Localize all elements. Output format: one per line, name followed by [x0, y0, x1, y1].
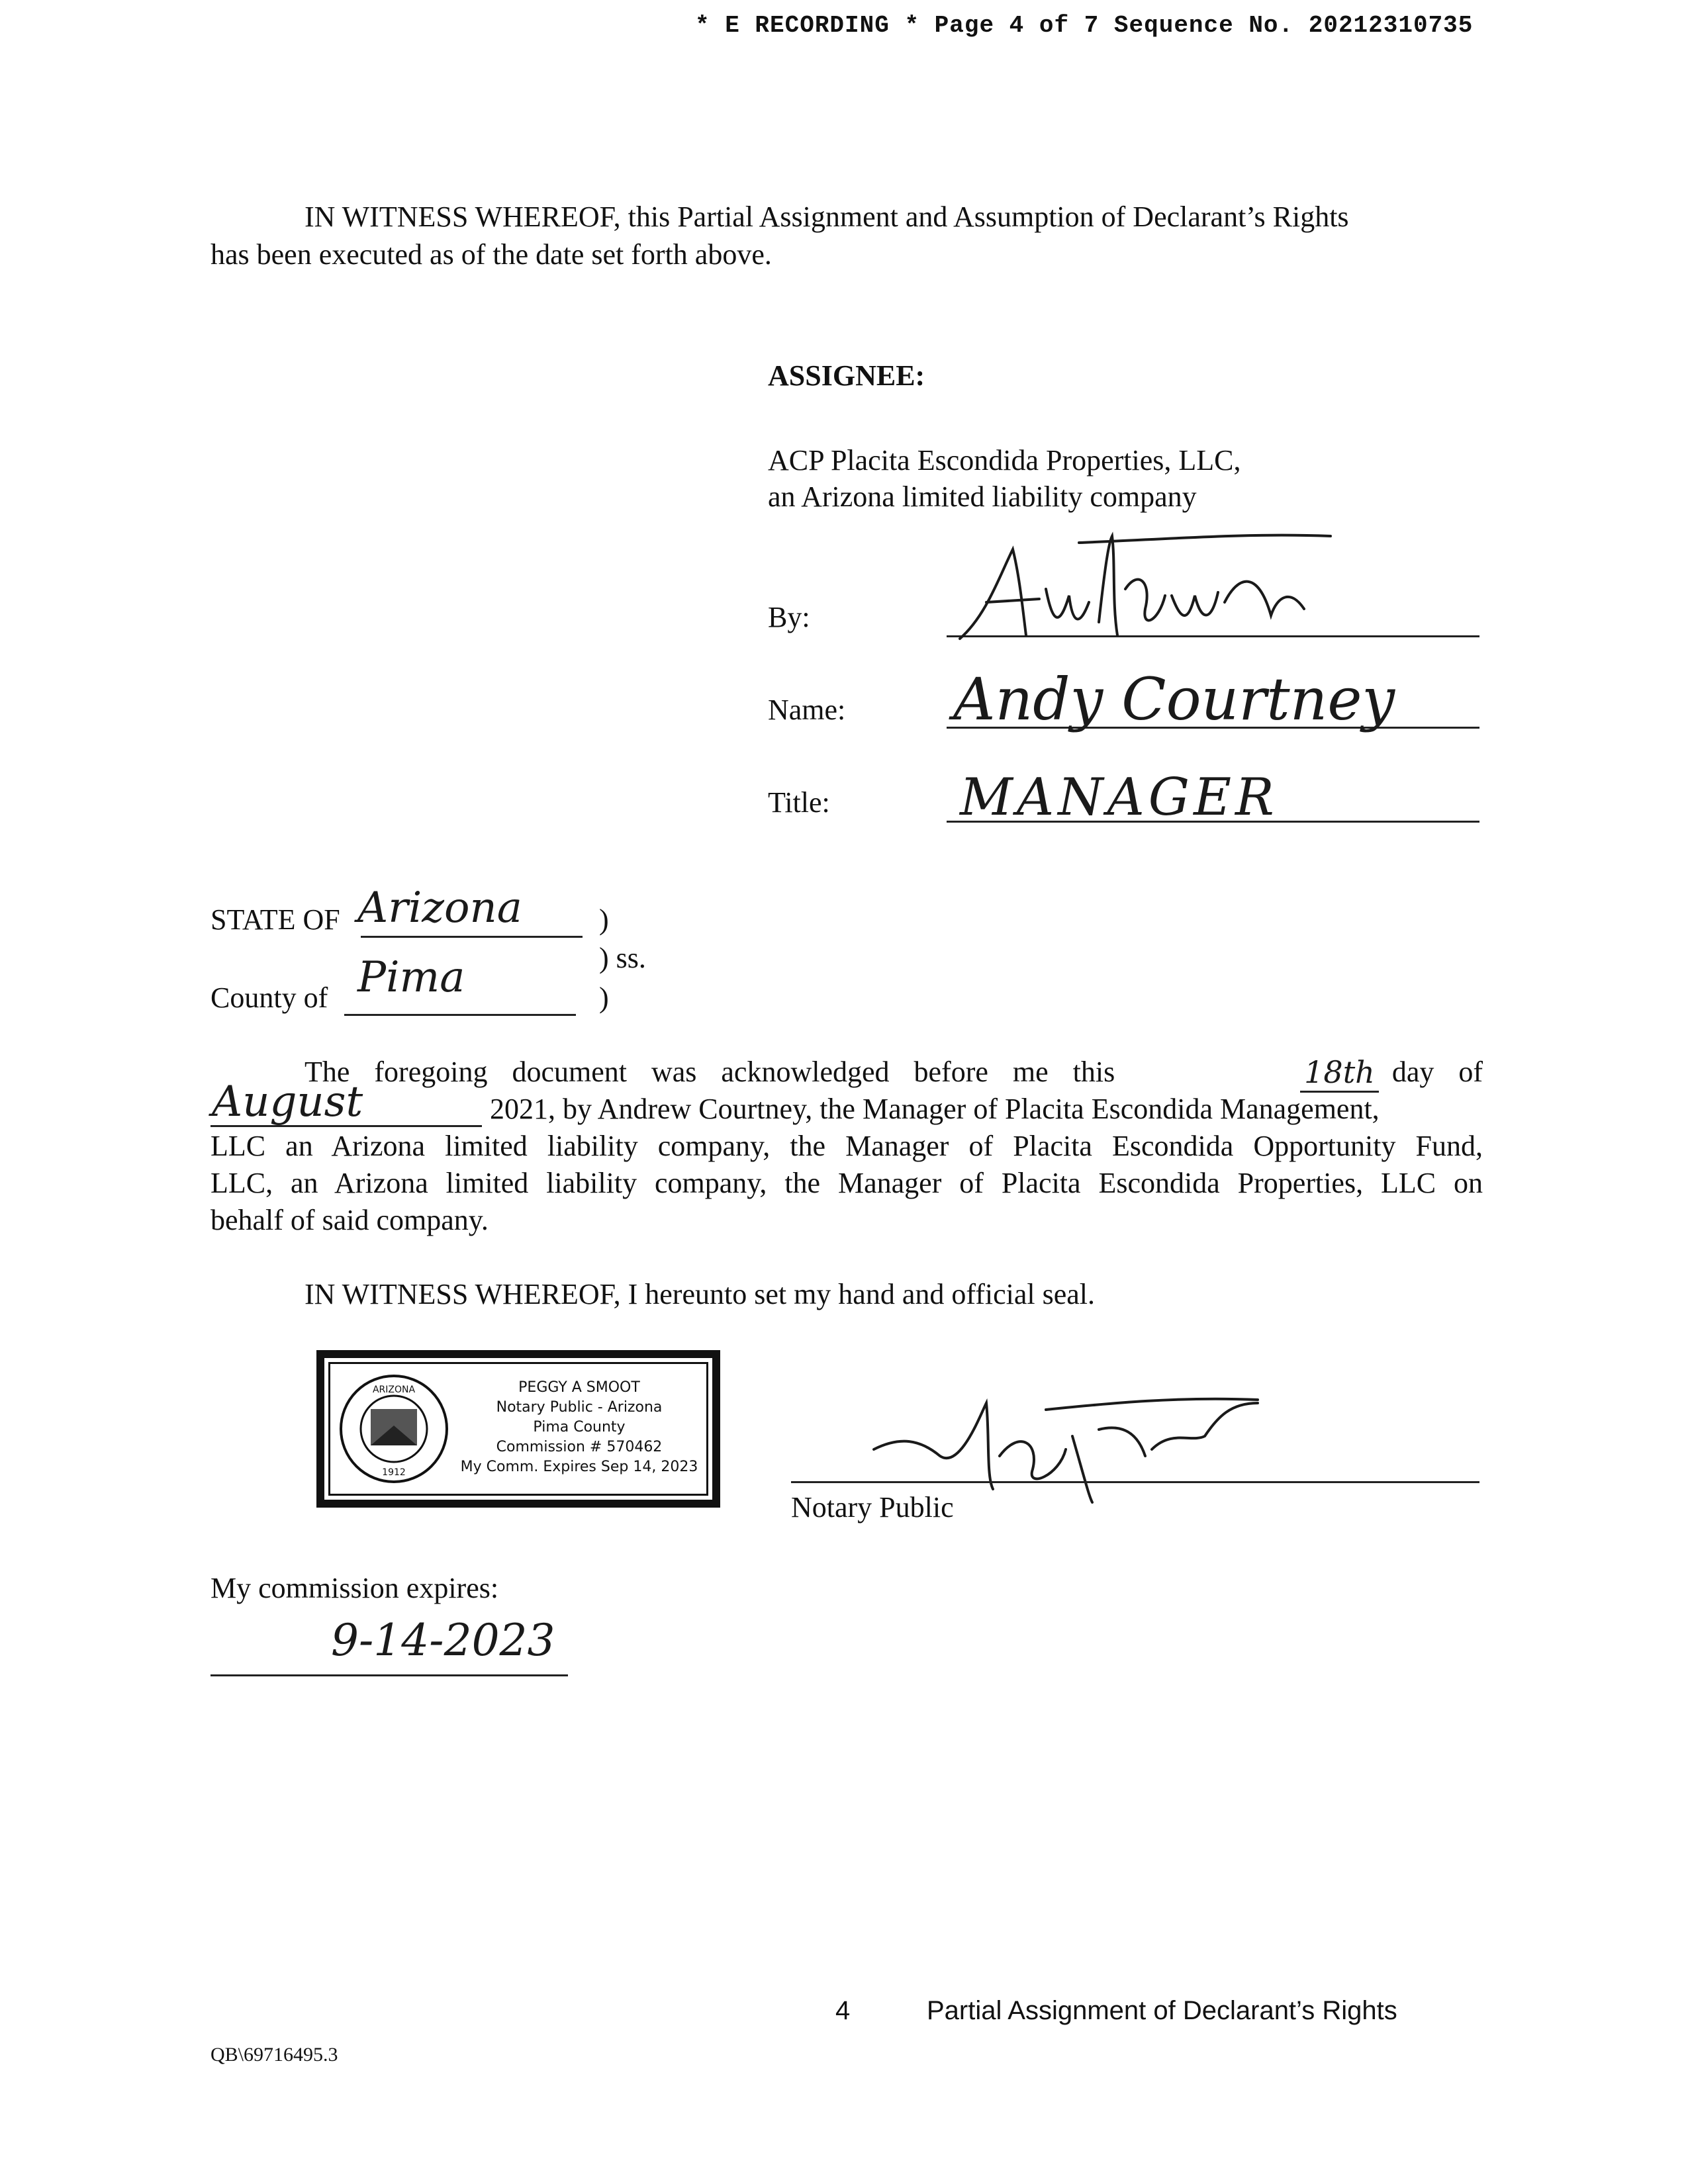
commission-line: [211, 1674, 568, 1676]
notary-public-label: Notary Public: [791, 1491, 954, 1524]
stamp-title: Notary Public - Arizona: [496, 1399, 663, 1416]
state-value: Arizona: [357, 884, 522, 933]
title-label: Title:: [768, 786, 830, 819]
notary-signature-line: [791, 1481, 1479, 1483]
state-paren: ): [599, 903, 609, 936]
witness-intro-line2: has been executed as of the date set forth above.: [211, 238, 772, 271]
svg-text:ARIZONA: ARIZONA: [372, 1385, 416, 1395]
assignee-company: ACP Placita Escondida Properties, LLC,: [768, 444, 1241, 477]
assignee-heading: ASSIGNEE:: [768, 359, 925, 392]
stamp-county: Pima County: [533, 1419, 626, 1435]
ack-month-value: August: [212, 1077, 363, 1126]
ack-line3: LLC an Arizona limited liability company, the Manager of Placita Escondida Opportunity Fund,: [211, 1130, 1483, 1162]
witness-intro-line1: IN WITNESS WHEREOF, this Partial Assignment and Assumption of Declarant’s Rights: [305, 201, 1349, 233]
county-value: Pima: [357, 953, 465, 1002]
name-value: Andy Courtney: [953, 665, 1395, 733]
state-seal-icon: [338, 1373, 450, 1485]
notary-stamp: [316, 1350, 720, 1508]
ack-line1: [305, 1054, 1483, 1093]
stamp-expires: My Comm. Expires Sep 14, 2023: [460, 1459, 698, 1475]
footer-doc-title: Partial Assignment of Declarant’s Rights: [927, 1996, 1397, 2025]
name-label: Name:: [768, 694, 846, 726]
commission-value: 9-14-2023: [331, 1615, 555, 1666]
ack-line4: LLC, an Arizona limited liability company, the Manager of Placita Escondida Properties, LLC on: [211, 1167, 1483, 1199]
ack-day-group: [1300, 1054, 1483, 1093]
stamp-text-block: [447, 1378, 712, 1477]
footer-page-number: 4: [835, 1996, 851, 2025]
svg-text:1912: 1912: [382, 1467, 406, 1478]
ack-month-line: [211, 1125, 482, 1127]
notary-witness-line: IN WITNESS WHEREOF, I hereunto set my hand and official seal.: [305, 1278, 1096, 1310]
commission-label: My commission expires:: [211, 1572, 499, 1604]
stamp-commission: Commission # 570462: [496, 1439, 663, 1455]
county-line: [344, 1014, 576, 1016]
ack-text-part2: day of: [1391, 1056, 1483, 1088]
ack-text-part1: The foregoing document was acknowledged before me this: [305, 1056, 1115, 1088]
state-label: STATE OF: [211, 903, 340, 936]
ack-day-value: 18th: [1300, 1054, 1379, 1093]
assignee-signature: [947, 523, 1357, 655]
ss-label: ) ss.: [599, 942, 646, 974]
ack-line2: 2021, by Andrew Courtney, the Manager of Placita Escondida Management,: [490, 1093, 1380, 1125]
recording-header: * E RECORDING * Page 4 of 7 Sequence No. 20212310735: [695, 12, 1474, 39]
county-label: County of: [211, 981, 328, 1014]
county-paren: ): [599, 981, 609, 1014]
stamp-name: PEGGY A SMOOT: [518, 1379, 640, 1396]
title-value: MANAGER: [960, 768, 1278, 827]
ack-line5: behalf of said company.: [211, 1204, 489, 1236]
state-line: [361, 936, 583, 938]
footer-doc-id: QB\69716495.3: [211, 2044, 338, 2066]
by-label: By:: [768, 601, 810, 633]
assignee-company-type: an Arizona limited liability company: [768, 480, 1197, 513]
